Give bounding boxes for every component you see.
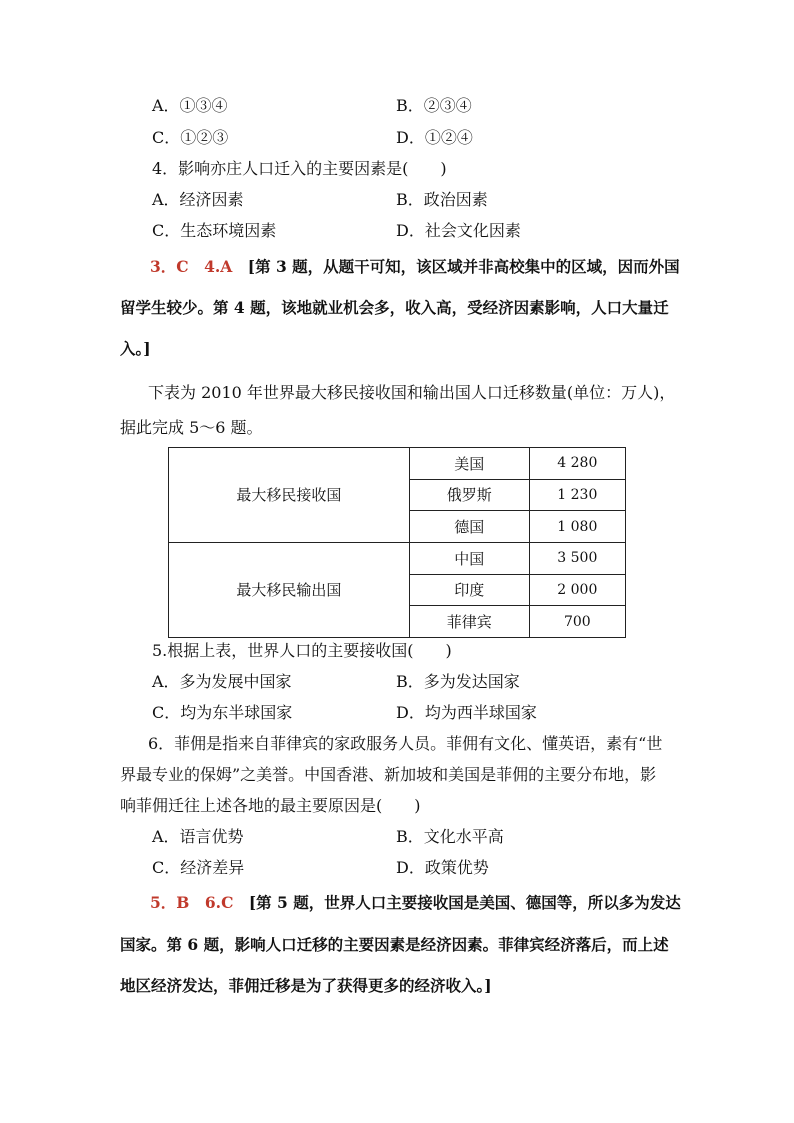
intro-line2: 据此完成 5～6 题。 [120, 418, 263, 437]
q4-stem: 4．影响亦庄人口迁入的主要因素是( ) [152, 159, 447, 178]
q6-option-d: D．政策优势 [396, 858, 489, 877]
q4-option-d: D．社会文化因素 [396, 221, 521, 240]
q6-line3: 响菲佣迁往上述各地的最主要原因是( ) [120, 796, 421, 815]
answer-5-6-line3: 地区经济发达，菲佣迁移是为了获得更多的经济收入。] [120, 976, 492, 995]
q6-option-c: C．经济差异 [152, 858, 245, 877]
q5-option-a: A．多为发展中国家 [152, 672, 292, 691]
q6-line2: 界最专业的保姆”之美誉。中国香港、新加坡和美国是菲佣的主要分布地，影 [120, 765, 657, 784]
q5-stem: 5.根据上表，世界人口的主要接收国( ) [152, 641, 452, 660]
group-label-sending: 最大移民输出国 [169, 542, 410, 637]
answer-key-5-6: 5．B 6.C [150, 893, 234, 912]
migration-table [168, 447, 626, 638]
table-row [169, 542, 626, 574]
table-row [169, 448, 626, 480]
answer-5-6-text1: [第 5 题，世界人口主要接收国是美国、德国等，所以多为发达 [248, 893, 681, 912]
answer-3-4-line1 [150, 257, 680, 277]
answer-3-4-line2: 留学生较少。第 4 题，该地就业机会多，收入高，受经济因素影响，人口大量迁 [120, 298, 669, 317]
answer-3-4-text1: [第 3 题，从题干可知，该区域并非高校集中的区域，因而外国 [247, 257, 680, 276]
answer-3-4-line3: 入。] [120, 339, 151, 358]
country-cell: 美国 [409, 448, 529, 480]
value-cell: 700 [529, 606, 625, 638]
country-cell: 德国 [409, 511, 529, 543]
answer-key-3-4: 3．C 4.A [150, 257, 233, 276]
country-cell: 中国 [409, 542, 529, 574]
q4-option-c: C．生态环境因素 [152, 221, 277, 240]
q5-option-b: B．多为发达国家 [396, 672, 520, 691]
country-cell: 俄罗斯 [409, 479, 529, 511]
group-label-receiving: 最大移民接收国 [169, 448, 410, 543]
q6-option-b: B．文化水平高 [396, 827, 504, 846]
value-cell: 1 230 [529, 479, 625, 511]
value-cell: 3 500 [529, 542, 625, 574]
country-cell: 菲律宾 [409, 606, 529, 638]
intro-line1: 下表为 2010 年世界最大移民接收国和输出国人口迁移数量(单位：万人)， [148, 383, 676, 402]
country-cell: 印度 [409, 574, 529, 606]
value-cell: 4 280 [529, 448, 625, 480]
q5-option-d: D．均为西半球国家 [396, 703, 537, 722]
q5-option-c: C．均为东半球国家 [152, 703, 293, 722]
q4-option-b: B．政治因素 [396, 190, 488, 209]
q6-option-a: A．语言优势 [152, 827, 244, 846]
q3-option-b: B．②③④ [396, 96, 472, 115]
value-cell: 2 000 [529, 574, 625, 606]
q6-line1: 6．菲佣是指来自菲律宾的家政服务人员。菲佣有文化、懂英语，素有“世 [148, 734, 663, 753]
value-cell: 1 080 [529, 511, 625, 543]
answer-5-6-line2: 国家。第 6 题，影响人口迁移的主要因素是经济因素。菲律宾经济落后，而上述 [120, 935, 669, 954]
q4-option-a: A．经济因素 [152, 190, 244, 209]
q3-option-c: C．①②③ [152, 128, 229, 147]
q3-option-d: D．①②④ [396, 128, 473, 147]
answer-5-6-line1 [150, 893, 681, 913]
q3-option-a: A．①③④ [152, 96, 228, 115]
